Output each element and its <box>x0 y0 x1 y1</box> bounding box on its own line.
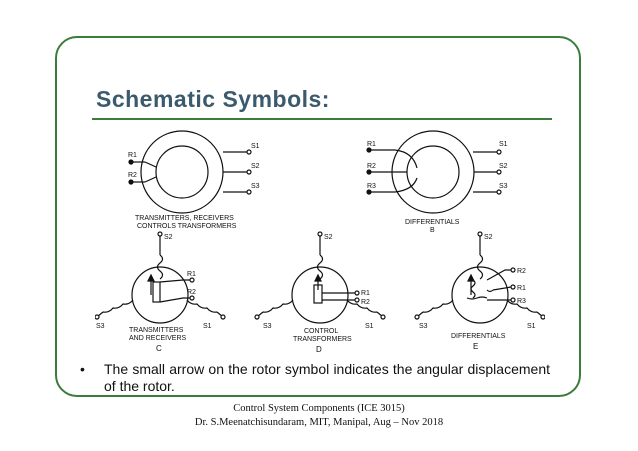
panel-e-symbol <box>415 232 545 323</box>
panel-b-r1: R1 <box>367 141 376 148</box>
panel-d-s1: S1 <box>365 323 374 330</box>
title-underline <box>92 118 552 120</box>
panel-e-s1: S1 <box>527 323 536 330</box>
panel-e-s3: S3 <box>419 323 428 330</box>
panel-d-caption-2: TRANSFORMERS <box>293 336 352 343</box>
panel-e-caption: DIFFERENTIALS <box>451 333 506 340</box>
panel-b-s3: S3 <box>499 183 508 190</box>
panel-e-letter: E <box>473 342 479 351</box>
panel-d-s3: S3 <box>263 323 272 330</box>
panel-e-r2: R2 <box>517 268 526 275</box>
panel-d-r2: R2 <box>361 299 370 306</box>
panel-b-symbol <box>367 131 501 213</box>
panel-a-caption-1: TRANSMITTERS, RECEIVERS <box>135 215 234 222</box>
panel-a-r2: R2 <box>128 172 137 179</box>
panel-a-caption-2: CONTROLS TRANSFORMERS <box>137 223 237 230</box>
panel-a-r1: R1 <box>128 152 137 159</box>
panel-e-s2: S2 <box>484 234 493 241</box>
panel-d-letter: D <box>316 345 322 354</box>
panel-b-letter: B <box>430 227 435 234</box>
panel-d-caption-1: CONTROL <box>304 328 339 335</box>
slide-title: Schematic Symbols: <box>96 86 330 112</box>
footer-course: Control System Components (ICE 3015) <box>233 403 405 414</box>
panel-a-s1: S1 <box>251 143 260 150</box>
panel-e-r1: R1 <box>517 285 526 292</box>
panel-b-caption: DIFFERENTIALS <box>405 219 460 226</box>
panel-b-s1: S1 <box>499 141 508 148</box>
panel-b-r2: R2 <box>367 163 376 170</box>
panel-e-r3: R3 <box>517 298 526 305</box>
panel-c-letter: C <box>156 344 162 353</box>
panel-c-s1: S1 <box>203 323 212 330</box>
panel-d-r1: R1 <box>361 290 370 297</box>
bullet-mark: • <box>80 361 85 377</box>
panel-c-caption-2: AND RECEIVERS <box>129 335 187 342</box>
schematic-diagram <box>95 130 545 360</box>
panel-d-s2: S2 <box>324 234 333 241</box>
panel-a-s2: S2 <box>251 163 260 170</box>
panel-c-caption-1: TRANSMITTERS <box>129 327 184 334</box>
panel-a-symbol <box>129 131 251 213</box>
bullet-point <box>80 361 550 395</box>
panel-b-s2: S2 <box>499 163 508 170</box>
bullet-text: The small arrow on the rotor symbol indicates the angular displacement of the rotor. <box>104 361 550 394</box>
panel-c-r2: R2 <box>187 289 196 296</box>
panel-c-r1: R1 <box>187 271 196 278</box>
panel-c-s3: S3 <box>96 323 105 330</box>
panel-c-s2: S2 <box>164 234 173 241</box>
footer-author: Dr. S.Meenatchisundaram, MIT, Manipal, Aug – Nov 2018 <box>194 417 444 428</box>
panel-d-symbol <box>255 232 385 323</box>
panel-a-s3: S3 <box>251 183 260 190</box>
panel-b-r3: R3 <box>367 183 376 190</box>
panel-c-symbol <box>95 232 225 323</box>
